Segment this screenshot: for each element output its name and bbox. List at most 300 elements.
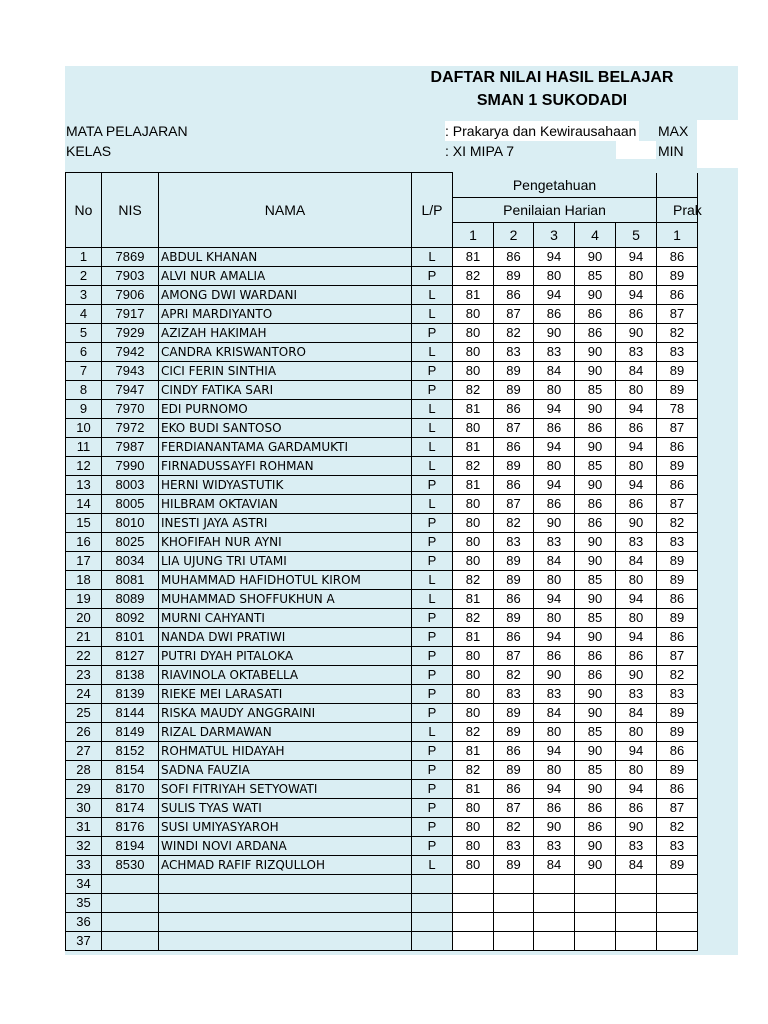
row-score-cell[interactable]	[453, 894, 494, 913]
row-score-cell[interactable]: 82	[453, 723, 494, 742]
row-nama-cell[interactable]: RISKA MAUDY ANGGRAINI	[159, 704, 412, 723]
row-no-cell[interactable]: 8	[66, 381, 102, 400]
row-lp-cell[interactable]: P	[412, 837, 453, 856]
row-score-cell[interactable]: 84	[616, 856, 657, 875]
row-score-cell[interactable]: 89	[494, 362, 534, 381]
row-score-cell[interactable]: 90	[616, 514, 657, 533]
row-score-cell[interactable]: 81	[453, 476, 494, 495]
row-nama-cell[interactable]: RIAVINOLA OKTABELLA	[159, 666, 412, 685]
row-score-cell[interactable]: 89	[494, 761, 534, 780]
row-score-cell[interactable]: 90	[575, 704, 616, 723]
row-score-cell[interactable]: 86	[657, 628, 698, 647]
row-score-cell[interactable]: 80	[616, 381, 657, 400]
row-score-cell[interactable]	[616, 913, 657, 932]
row-nis-cell[interactable]: 7903	[102, 267, 159, 286]
row-nis-cell[interactable]: 7943	[102, 362, 159, 381]
row-score-cell[interactable]: 90	[575, 533, 616, 552]
row-nama-cell[interactable]: AMONG DWI WARDANI	[159, 286, 412, 305]
row-score-cell[interactable]: 94	[534, 476, 575, 495]
row-score-cell[interactable]: 86	[616, 419, 657, 438]
row-nis-cell[interactable]: 7990	[102, 457, 159, 476]
row-score-cell[interactable]: 80	[534, 761, 575, 780]
row-lp-cell[interactable]: L	[412, 723, 453, 742]
row-nis-cell[interactable]	[102, 932, 159, 951]
row-score-cell[interactable]: 82	[453, 457, 494, 476]
row-score-cell[interactable]: 86	[657, 780, 698, 799]
row-score-cell[interactable]: 85	[575, 723, 616, 742]
row-lp-cell[interactable]: L	[412, 590, 453, 609]
row-nis-cell[interactable]: 8152	[102, 742, 159, 761]
row-score-cell[interactable]: 94	[616, 286, 657, 305]
row-score-cell[interactable]: 86	[575, 305, 616, 324]
row-score-cell[interactable]: 89	[494, 381, 534, 400]
row-score-cell[interactable]: 89	[657, 381, 698, 400]
row-nama-cell[interactable]: EDI PURNOMO	[159, 400, 412, 419]
row-no-cell[interactable]: 19	[66, 590, 102, 609]
row-nama-cell[interactable]: CICI FERIN SINTHIA	[159, 362, 412, 381]
row-score-cell[interactable]: 81	[453, 628, 494, 647]
row-nis-cell[interactable]: 7972	[102, 419, 159, 438]
row-score-cell[interactable]: 80	[534, 571, 575, 590]
row-no-cell[interactable]: 28	[66, 761, 102, 780]
row-lp-cell[interactable]: P	[412, 552, 453, 571]
row-score-cell[interactable]: 86	[616, 799, 657, 818]
row-score-cell[interactable]: 86	[494, 248, 534, 267]
row-score-cell[interactable]: 90	[575, 400, 616, 419]
row-score-cell[interactable]: 87	[494, 419, 534, 438]
row-score-cell[interactable]: 86	[534, 799, 575, 818]
row-score-cell[interactable]: 84	[616, 704, 657, 723]
row-score-cell[interactable]: 80	[616, 457, 657, 476]
row-score-cell[interactable]: 87	[494, 647, 534, 666]
row-lp-cell[interactable]: L	[412, 248, 453, 267]
row-score-cell[interactable]: 80	[616, 609, 657, 628]
row-score-cell[interactable]: 94	[616, 400, 657, 419]
row-nis-cell[interactable]: 7970	[102, 400, 159, 419]
row-lp-cell[interactable]: L	[412, 495, 453, 514]
row-lp-cell[interactable]: P	[412, 647, 453, 666]
row-score-cell[interactable]: 83	[534, 533, 575, 552]
row-score-cell[interactable]: 80	[453, 685, 494, 704]
row-score-cell[interactable]: 90	[575, 742, 616, 761]
row-score-cell[interactable]: 86	[494, 438, 534, 457]
row-lp-cell[interactable]: L	[412, 571, 453, 590]
row-score-cell[interactable]: 85	[575, 571, 616, 590]
row-score-cell[interactable]: 83	[616, 533, 657, 552]
row-lp-cell[interactable]: P	[412, 818, 453, 837]
row-no-cell[interactable]: 25	[66, 704, 102, 723]
row-score-cell[interactable]: 94	[534, 590, 575, 609]
row-score-cell[interactable]: 90	[616, 324, 657, 343]
row-score-cell[interactable]: 82	[453, 381, 494, 400]
row-nis-cell[interactable]: 8081	[102, 571, 159, 590]
row-score-cell[interactable]: 89	[494, 267, 534, 286]
row-score-cell[interactable]: 84	[616, 552, 657, 571]
row-score-cell[interactable]: 89	[657, 362, 698, 381]
row-score-cell[interactable]: 80	[616, 761, 657, 780]
row-no-cell[interactable]: 18	[66, 571, 102, 590]
row-score-cell[interactable]: 86	[575, 514, 616, 533]
row-nama-cell[interactable]	[159, 894, 412, 913]
row-lp-cell[interactable]: P	[412, 685, 453, 704]
row-nama-cell[interactable]: HERNI WIDYASTUTIK	[159, 476, 412, 495]
row-score-cell[interactable]: 89	[657, 856, 698, 875]
row-no-cell[interactable]: 37	[66, 932, 102, 951]
row-score-cell[interactable]: 80	[453, 704, 494, 723]
row-nis-cell[interactable]: 8034	[102, 552, 159, 571]
row-score-cell[interactable]: 81	[453, 438, 494, 457]
row-score-cell[interactable]: 87	[657, 419, 698, 438]
row-score-cell[interactable]: 86	[575, 495, 616, 514]
row-nis-cell[interactable]: 8139	[102, 685, 159, 704]
row-score-cell[interactable]: 81	[453, 400, 494, 419]
row-nis-cell[interactable]: 7906	[102, 286, 159, 305]
row-score-cell[interactable]: 81	[453, 780, 494, 799]
row-no-cell[interactable]: 17	[66, 552, 102, 571]
row-score-cell[interactable]: 81	[453, 590, 494, 609]
row-nis-cell[interactable]: 7947	[102, 381, 159, 400]
row-score-cell[interactable]: 90	[534, 324, 575, 343]
row-score-cell[interactable]: 86	[494, 400, 534, 419]
row-score-cell[interactable]: 90	[575, 590, 616, 609]
row-score-cell[interactable]	[494, 875, 534, 894]
row-nama-cell[interactable]: CINDY FATIKA SARI	[159, 381, 412, 400]
row-score-cell[interactable]: 83	[616, 837, 657, 856]
row-nama-cell[interactable]	[159, 875, 412, 894]
row-score-cell[interactable]	[616, 894, 657, 913]
row-score-cell[interactable]	[534, 913, 575, 932]
row-no-cell[interactable]: 7	[66, 362, 102, 381]
row-lp-cell[interactable]: P	[412, 514, 453, 533]
row-lp-cell[interactable]: L	[412, 457, 453, 476]
row-lp-cell[interactable]: P	[412, 628, 453, 647]
row-lp-cell[interactable]: P	[412, 362, 453, 381]
row-score-cell[interactable]	[453, 913, 494, 932]
row-nis-cell[interactable]: 8194	[102, 837, 159, 856]
row-lp-cell[interactable]: P	[412, 533, 453, 552]
row-score-cell[interactable]: 90	[575, 343, 616, 362]
row-nis-cell[interactable]	[102, 913, 159, 932]
row-score-cell[interactable]: 82	[657, 324, 698, 343]
row-score-cell[interactable]: 80	[453, 495, 494, 514]
row-score-cell[interactable]: 80	[453, 514, 494, 533]
row-nama-cell[interactable]: WINDI NOVI ARDANA	[159, 837, 412, 856]
row-lp-cell[interactable]	[412, 913, 453, 932]
row-score-cell[interactable]: 89	[657, 704, 698, 723]
row-score-cell[interactable]: 80	[453, 799, 494, 818]
row-score-cell[interactable]: 83	[534, 837, 575, 856]
row-score-cell[interactable]: 87	[657, 647, 698, 666]
row-score-cell[interactable]: 89	[494, 609, 534, 628]
row-score-cell[interactable]: 90	[575, 837, 616, 856]
row-score-cell[interactable]: 90	[575, 438, 616, 457]
row-score-cell[interactable]	[494, 913, 534, 932]
row-score-cell[interactable]: 90	[534, 514, 575, 533]
row-score-cell[interactable]: 85	[575, 609, 616, 628]
row-score-cell[interactable]: 80	[453, 305, 494, 324]
row-score-cell[interactable]: 86	[494, 590, 534, 609]
row-score-cell[interactable]: 94	[534, 286, 575, 305]
row-score-cell[interactable]: 86	[616, 305, 657, 324]
row-lp-cell[interactable]: L	[412, 400, 453, 419]
row-score-cell[interactable]: 90	[575, 362, 616, 381]
row-no-cell[interactable]: 21	[66, 628, 102, 647]
row-score-cell[interactable]: 80	[534, 381, 575, 400]
row-score-cell[interactable]	[657, 913, 698, 932]
row-no-cell[interactable]: 20	[66, 609, 102, 628]
row-no-cell[interactable]: 15	[66, 514, 102, 533]
row-nis-cell[interactable]: 7942	[102, 343, 159, 362]
row-nama-cell[interactable]: MUHAMMAD SHOFFUKHUN A	[159, 590, 412, 609]
row-score-cell[interactable]: 86	[575, 666, 616, 685]
row-score-cell[interactable]: 82	[657, 666, 698, 685]
row-no-cell[interactable]: 14	[66, 495, 102, 514]
row-lp-cell[interactable]	[412, 875, 453, 894]
row-score-cell[interactable]: 87	[494, 799, 534, 818]
row-score-cell[interactable]: 89	[494, 457, 534, 476]
row-lp-cell[interactable]: L	[412, 286, 453, 305]
row-score-cell[interactable]	[616, 932, 657, 951]
row-nama-cell[interactable]: CANDRA KRISWANTORO	[159, 343, 412, 362]
row-score-cell[interactable]: 89	[494, 552, 534, 571]
row-score-cell[interactable]	[534, 894, 575, 913]
row-score-cell[interactable]: 90	[575, 685, 616, 704]
row-score-cell[interactable]: 87	[657, 495, 698, 514]
row-score-cell[interactable]: 84	[616, 362, 657, 381]
row-score-cell[interactable]: 89	[494, 856, 534, 875]
row-score-cell[interactable]: 89	[657, 267, 698, 286]
row-score-cell[interactable]: 86	[616, 647, 657, 666]
row-score-cell[interactable]: 80	[453, 343, 494, 362]
row-score-cell[interactable]: 83	[534, 343, 575, 362]
row-score-cell[interactable]	[657, 932, 698, 951]
row-score-cell[interactable]: 80	[534, 457, 575, 476]
row-score-cell[interactable]: 82	[453, 267, 494, 286]
row-score-cell[interactable]: 89	[657, 457, 698, 476]
row-no-cell[interactable]: 16	[66, 533, 102, 552]
row-score-cell[interactable]: 80	[453, 362, 494, 381]
row-score-cell[interactable]: 82	[453, 571, 494, 590]
row-lp-cell[interactable]: L	[412, 856, 453, 875]
row-score-cell[interactable]: 87	[494, 305, 534, 324]
row-no-cell[interactable]: 33	[66, 856, 102, 875]
row-nis-cell[interactable]: 7869	[102, 248, 159, 267]
row-nama-cell[interactable]: ROHMATUL HIDAYAH	[159, 742, 412, 761]
row-no-cell[interactable]: 22	[66, 647, 102, 666]
row-score-cell[interactable]: 80	[453, 666, 494, 685]
row-score-cell[interactable]: 85	[575, 761, 616, 780]
row-nama-cell[interactable]: ABDUL KHANAN	[159, 248, 412, 267]
row-score-cell[interactable]: 94	[616, 742, 657, 761]
row-no-cell[interactable]: 1	[66, 248, 102, 267]
row-no-cell[interactable]: 32	[66, 837, 102, 856]
row-score-cell[interactable]: 86	[657, 286, 698, 305]
row-lp-cell[interactable]: L	[412, 438, 453, 457]
row-score-cell[interactable]: 89	[657, 723, 698, 742]
row-score-cell[interactable]: 83	[657, 837, 698, 856]
row-score-cell[interactable]: 87	[657, 305, 698, 324]
row-no-cell[interactable]: 35	[66, 894, 102, 913]
row-score-cell[interactable]: 83	[657, 685, 698, 704]
row-score-cell[interactable]: 86	[494, 780, 534, 799]
row-lp-cell[interactable]: L	[412, 343, 453, 362]
row-score-cell[interactable]: 85	[575, 267, 616, 286]
row-score-cell[interactable]: 90	[575, 476, 616, 495]
row-no-cell[interactable]: 27	[66, 742, 102, 761]
row-score-cell[interactable]	[534, 932, 575, 951]
row-score-cell[interactable]: 80	[616, 267, 657, 286]
row-score-cell[interactable]: 86	[657, 742, 698, 761]
row-score-cell[interactable]: 80	[453, 324, 494, 343]
row-score-cell[interactable]	[494, 932, 534, 951]
row-no-cell[interactable]: 10	[66, 419, 102, 438]
row-score-cell[interactable]: 80	[616, 723, 657, 742]
row-score-cell[interactable]: 83	[494, 343, 534, 362]
row-score-cell[interactable]: 82	[657, 514, 698, 533]
row-score-cell[interactable]: 86	[657, 438, 698, 457]
row-score-cell[interactable]: 90	[575, 856, 616, 875]
row-nama-cell[interactable]: NANDA DWI PRATIWI	[159, 628, 412, 647]
row-lp-cell[interactable]: P	[412, 609, 453, 628]
row-score-cell[interactable]: 83	[616, 685, 657, 704]
row-nis-cell[interactable]: 8154	[102, 761, 159, 780]
row-score-cell[interactable]: 90	[575, 286, 616, 305]
row-score-cell[interactable]: 90	[616, 818, 657, 837]
row-score-cell[interactable]: 94	[534, 742, 575, 761]
row-nis-cell[interactable]: 8005	[102, 495, 159, 514]
row-score-cell[interactable]: 89	[494, 571, 534, 590]
row-nis-cell[interactable]: 8170	[102, 780, 159, 799]
row-no-cell[interactable]: 23	[66, 666, 102, 685]
row-score-cell[interactable]: 86	[534, 495, 575, 514]
row-nama-cell[interactable]: FIRNADUSSAYFI ROHMAN	[159, 457, 412, 476]
row-score-cell[interactable]: 80	[453, 533, 494, 552]
row-score-cell[interactable]: 80	[534, 723, 575, 742]
row-lp-cell[interactable]: P	[412, 799, 453, 818]
row-score-cell[interactable]: 80	[453, 552, 494, 571]
row-score-cell[interactable]: 81	[453, 248, 494, 267]
row-score-cell[interactable]: 94	[616, 780, 657, 799]
row-score-cell[interactable]: 94	[616, 438, 657, 457]
row-score-cell[interactable]: 84	[534, 362, 575, 381]
row-nama-cell[interactable]: LIA UJUNG TRI UTAMI	[159, 552, 412, 571]
row-nama-cell[interactable]: SOFI FITRIYAH SETYOWATI	[159, 780, 412, 799]
row-nis-cell[interactable]: 8025	[102, 533, 159, 552]
row-score-cell[interactable]: 83	[657, 343, 698, 362]
row-no-cell[interactable]: 30	[66, 799, 102, 818]
row-nis-cell[interactable]: 8089	[102, 590, 159, 609]
row-score-cell[interactable]: 85	[575, 457, 616, 476]
row-no-cell[interactable]: 2	[66, 267, 102, 286]
row-score-cell[interactable]: 90	[575, 628, 616, 647]
row-lp-cell[interactable]: P	[412, 742, 453, 761]
row-score-cell[interactable]: 86	[657, 248, 698, 267]
row-no-cell[interactable]: 5	[66, 324, 102, 343]
row-score-cell[interactable]: 86	[534, 305, 575, 324]
row-lp-cell[interactable]: P	[412, 780, 453, 799]
row-nis-cell[interactable]: 8149	[102, 723, 159, 742]
row-nama-cell[interactable]: EKO BUDI SANTOSO	[159, 419, 412, 438]
row-lp-cell[interactable]	[412, 894, 453, 913]
row-score-cell[interactable]: 89	[657, 552, 698, 571]
row-score-cell[interactable]: 83	[657, 533, 698, 552]
row-score-cell[interactable]: 86	[494, 286, 534, 305]
row-no-cell[interactable]: 13	[66, 476, 102, 495]
row-score-cell[interactable]: 82	[657, 818, 698, 837]
row-no-cell[interactable]: 11	[66, 438, 102, 457]
row-nis-cell[interactable]	[102, 894, 159, 913]
row-nama-cell[interactable]: RIEKE MEI LARASATI	[159, 685, 412, 704]
row-score-cell[interactable]: 82	[494, 324, 534, 343]
row-score-cell[interactable]: 89	[657, 761, 698, 780]
row-score-cell[interactable]: 82	[494, 666, 534, 685]
row-nama-cell[interactable]: SADNA FAUZIA	[159, 761, 412, 780]
row-score-cell[interactable]	[453, 932, 494, 951]
row-score-cell[interactable]	[575, 894, 616, 913]
row-lp-cell[interactable]: P	[412, 324, 453, 343]
row-score-cell[interactable]: 83	[534, 685, 575, 704]
row-no-cell[interactable]: 29	[66, 780, 102, 799]
row-nis-cell[interactable]: 7987	[102, 438, 159, 457]
row-nis-cell[interactable]: 8174	[102, 799, 159, 818]
row-nama-cell[interactable]: MUHAMMAD HAFIDHOTUL KIROM	[159, 571, 412, 590]
row-lp-cell[interactable]: P	[412, 666, 453, 685]
row-nama-cell[interactable]: APRI MARDIYANTO	[159, 305, 412, 324]
row-score-cell[interactable]	[575, 913, 616, 932]
row-score-cell[interactable]	[657, 894, 698, 913]
row-nis-cell[interactable]: 8144	[102, 704, 159, 723]
row-score-cell[interactable]: 86	[616, 495, 657, 514]
row-no-cell[interactable]: 9	[66, 400, 102, 419]
row-nama-cell[interactable]: ALVI NUR AMALIA	[159, 267, 412, 286]
row-nis-cell[interactable]: 8101	[102, 628, 159, 647]
row-score-cell[interactable]	[616, 875, 657, 894]
row-score-cell[interactable]: 87	[657, 799, 698, 818]
row-nis-cell[interactable]: 8176	[102, 818, 159, 837]
row-nama-cell[interactable]: MURNI CAHYANTI	[159, 609, 412, 628]
row-nama-cell[interactable]	[159, 913, 412, 932]
row-score-cell[interactable]: 86	[575, 799, 616, 818]
row-score-cell[interactable]: 94	[616, 590, 657, 609]
row-lp-cell[interactable]: L	[412, 419, 453, 438]
row-score-cell[interactable]: 86	[657, 476, 698, 495]
row-score-cell[interactable]: 86	[494, 742, 534, 761]
row-score-cell[interactable]: 83	[494, 685, 534, 704]
row-score-cell[interactable]: 78	[657, 400, 698, 419]
row-nis-cell[interactable]: 8003	[102, 476, 159, 495]
row-nama-cell[interactable]: AZIZAH HAKIMAH	[159, 324, 412, 343]
row-no-cell[interactable]: 36	[66, 913, 102, 932]
row-score-cell[interactable]: 84	[534, 552, 575, 571]
row-score-cell[interactable]: 86	[657, 590, 698, 609]
row-no-cell[interactable]: 6	[66, 343, 102, 362]
row-score-cell[interactable]: 90	[575, 248, 616, 267]
row-score-cell[interactable]: 80	[453, 818, 494, 837]
row-score-cell[interactable]: 82	[453, 609, 494, 628]
row-lp-cell[interactable]: P	[412, 704, 453, 723]
row-nama-cell[interactable]: PUTRI DYAH PITALOKA	[159, 647, 412, 666]
row-nama-cell[interactable]: INESTI JAYA ASTRI	[159, 514, 412, 533]
row-score-cell[interactable]: 86	[534, 647, 575, 666]
row-lp-cell[interactable]: P	[412, 381, 453, 400]
row-score-cell[interactable]: 86	[494, 628, 534, 647]
row-score-cell[interactable]: 89	[494, 704, 534, 723]
row-score-cell[interactable]: 90	[534, 818, 575, 837]
row-score-cell[interactable]: 94	[534, 628, 575, 647]
row-score-cell[interactable]: 85	[575, 381, 616, 400]
row-score-cell[interactable]: 83	[494, 533, 534, 552]
row-score-cell[interactable]: 87	[494, 495, 534, 514]
